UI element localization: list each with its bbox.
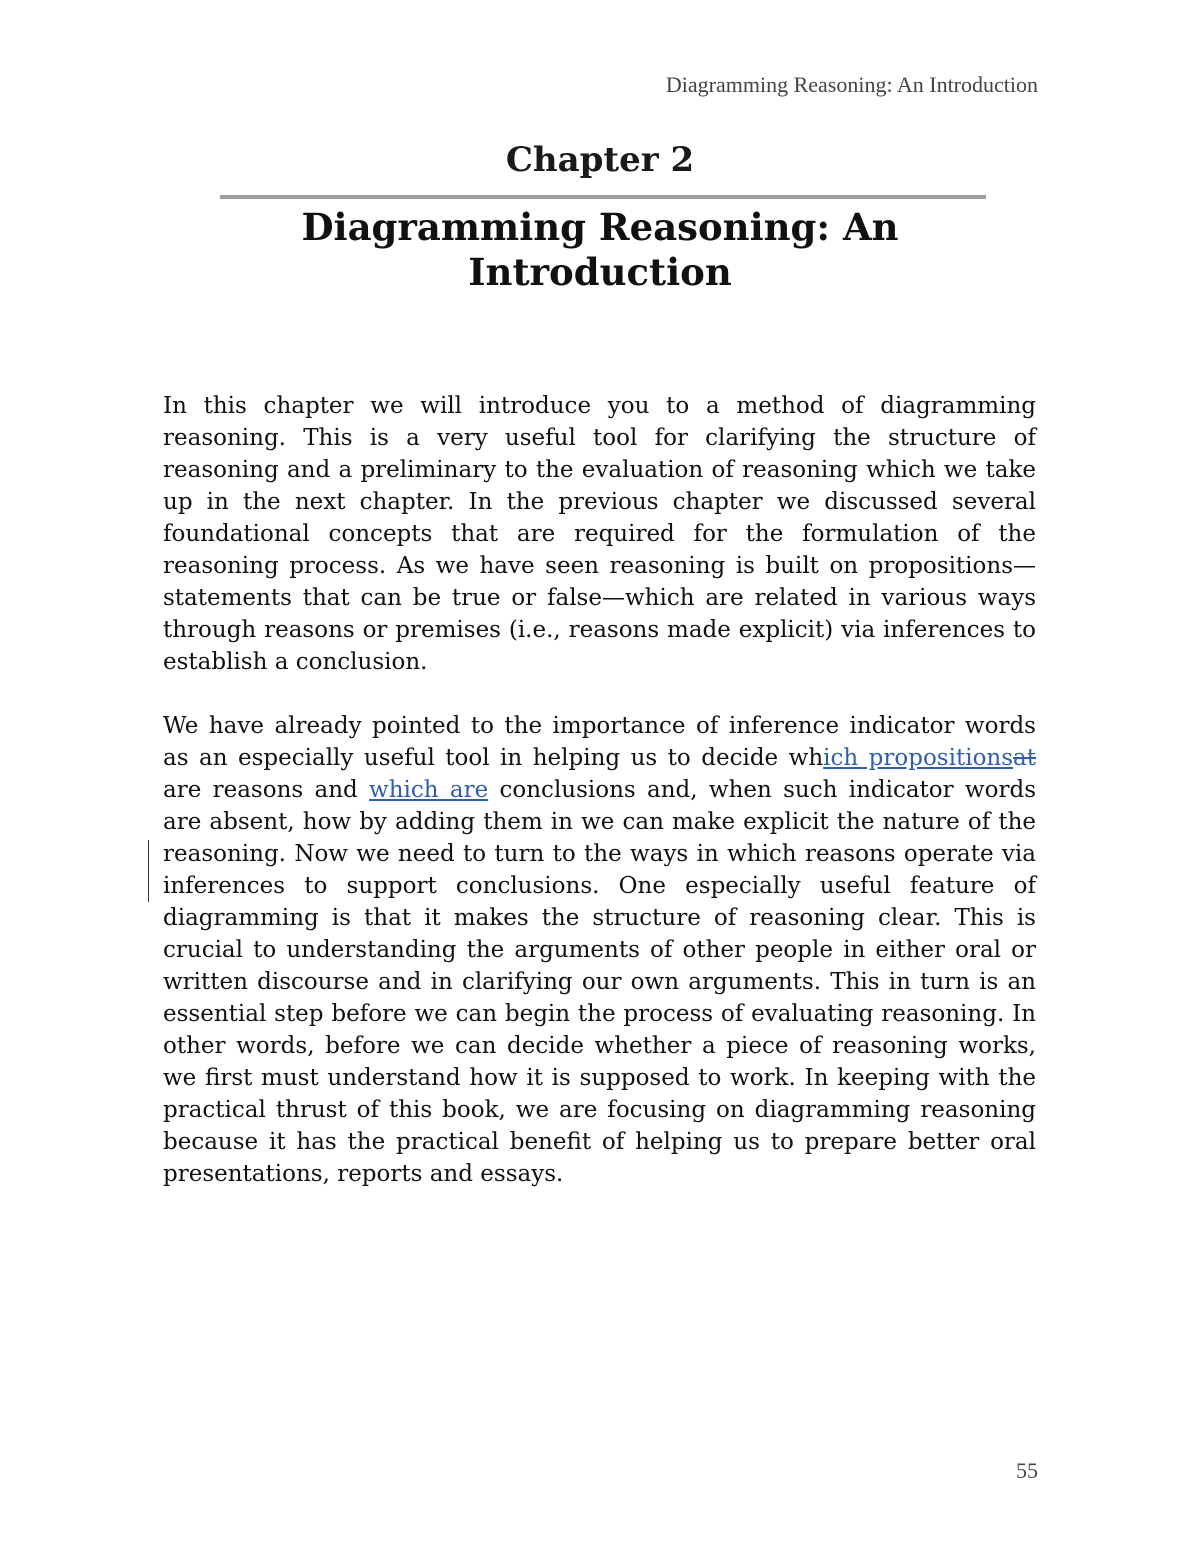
paragraph-2 (163, 710, 1036, 1190)
chapter-title-line-2: Introduction (468, 250, 732, 294)
paragraph-1: In this chapter we will introduce you to a method of diagramming reasoning. This is a very useful tool for clarifying the structure of reasoning and a preliminary to the evaluation of reasoning which we take up in the next chapter. In the previous chapter we discussed several foundational concepts that are required for the formulation of the reasoning process. As we have seen reasoning is built on propositions—statements that can be true or false—which are related in various ways through reasons or premises (i.e., reasons made explicit) via inferences to establish a conclusion. (163, 393, 1036, 675)
chapter-title-line-1: Diagramming Reasoning: An (301, 205, 899, 249)
paragraph-2-text-b: are reasons and (163, 777, 370, 803)
paragraph-2-text-a: We have already pointed to the importance of inference indicator words as an especially useful tool in helping us to decide wh (163, 713, 1036, 771)
page-number: 55 (1016, 1458, 1038, 1483)
tracked-insertion-2: which are (369, 777, 489, 803)
revision-change-bar (148, 840, 149, 902)
chapter-title (200, 205, 1000, 295)
running-header: Diagramming Reasoning: An Introduction (665, 72, 1038, 97)
title-divider (220, 195, 986, 199)
paragraph-2-text-c: conclusions and, when such indicator words are absent, how by adding them in we can make explicit the nature of the reasoning. Now we need to turn to the ways in which reasons operate via inferences to support conclusions. One especially useful feature of diagramming is that it makes the structure of reasoning clear. This is crucial to understanding the arguments of other people in either oral or written discourse and in clarifying our own arguments. This in turn is an essential step before we can begin the process of evaluating reasoning. In other words, before we can decide whether a piece of reasoning works, we first must understand how it is supposed to work. In keeping with the practical thrust of this book, we are focusing on diagramming reasoning because it has the practical benefit of helping us to prepare better oral presentations, reports and essays. (163, 777, 1036, 1187)
tracked-insertion-1: ich propositions (823, 745, 1014, 771)
tracked-deletion-1: at (1013, 745, 1036, 771)
chapter-label: Chapter 2 (505, 140, 695, 180)
body-text (163, 390, 1036, 1222)
